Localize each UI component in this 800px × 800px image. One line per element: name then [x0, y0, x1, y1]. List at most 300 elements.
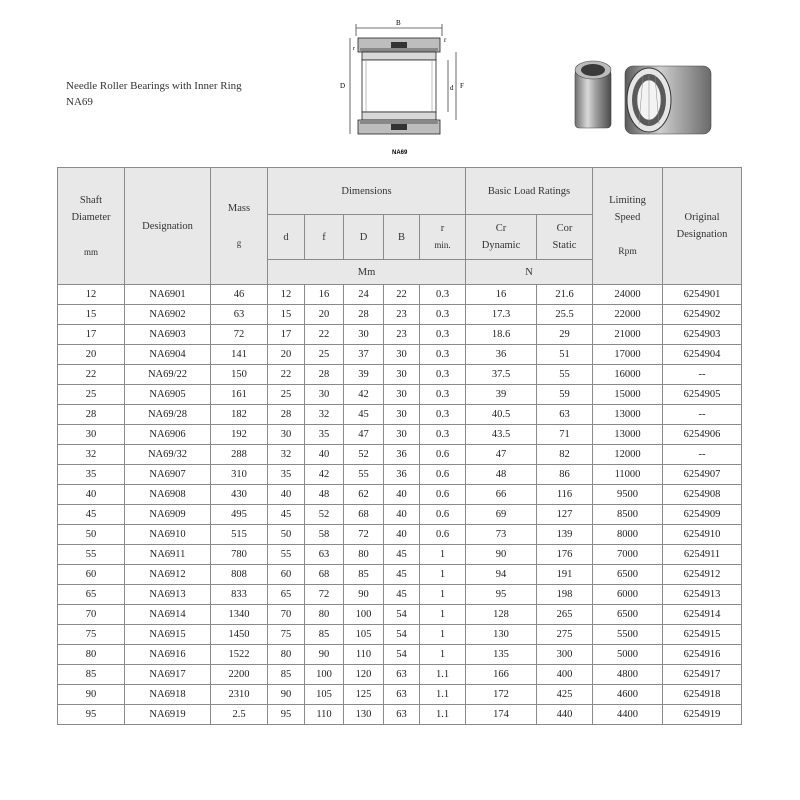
cell-limiting-speed: 13000	[593, 405, 663, 425]
cell-cr-dynamic: 130	[466, 625, 537, 645]
cell-D: 28	[344, 305, 384, 325]
cell-cor-static: 82	[537, 445, 593, 465]
cell-r-min: 1.1	[420, 665, 466, 685]
cell-original-designation: 6254901	[663, 285, 742, 305]
cell-shaft-diameter: 55	[58, 545, 125, 565]
cell-mass: 1450	[211, 625, 268, 645]
cell-shaft-diameter: 40	[58, 485, 125, 505]
cell-D: 39	[344, 365, 384, 385]
cell-D: 42	[344, 385, 384, 405]
dim-r-left-label: r	[353, 46, 355, 52]
cell-mass: 2310	[211, 685, 268, 705]
cell-B: 30	[384, 405, 420, 425]
table-row	[58, 545, 742, 565]
cell-f: 52	[305, 505, 344, 525]
series-label: NA69	[66, 96, 93, 108]
cell-D: 130	[344, 705, 384, 725]
cell-d: 80	[268, 645, 305, 665]
cell-designation: NA6916	[125, 645, 211, 665]
cell-limiting-speed: 6500	[593, 605, 663, 625]
cell-B: 40	[384, 525, 420, 545]
cell-cr-dynamic: 73	[466, 525, 537, 545]
cell-r-min: 1	[420, 645, 466, 665]
cell-mass: 150	[211, 365, 268, 385]
cell-r-min: 0.3	[420, 345, 466, 365]
cell-designation: NA6906	[125, 425, 211, 445]
cell-r-min: 1.1	[420, 685, 466, 705]
cell-limiting-speed: 17000	[593, 345, 663, 365]
cell-cr-dynamic: 48	[466, 465, 537, 485]
table-row	[58, 445, 742, 465]
cell-B: 30	[384, 365, 420, 385]
dim-F-label: F	[460, 82, 464, 90]
cell-cor-static: 139	[537, 525, 593, 545]
cell-original-designation: 6254906	[663, 425, 742, 445]
cell-f: 25	[305, 345, 344, 365]
dim-d-label: d	[450, 84, 454, 92]
cell-cor-static: 51	[537, 345, 593, 365]
cell-cr-dynamic: 69	[466, 505, 537, 525]
cell-D: 52	[344, 445, 384, 465]
cell-B: 30	[384, 345, 420, 365]
cell-limiting-speed: 9500	[593, 485, 663, 505]
cell-d: 17	[268, 325, 305, 345]
cell-cor-static: 71	[537, 425, 593, 445]
cell-D: 90	[344, 585, 384, 605]
cell-original-designation: 6254914	[663, 605, 742, 625]
header-dim-unit: Mm	[268, 260, 466, 285]
cell-D: 30	[344, 325, 384, 345]
table-row	[58, 645, 742, 665]
cell-cr-dynamic: 90	[466, 545, 537, 565]
cell-limiting-speed: 22000	[593, 305, 663, 325]
cell-cor-static: 300	[537, 645, 593, 665]
cell-d: 60	[268, 565, 305, 585]
table-row	[58, 505, 742, 525]
cell-shaft-diameter: 17	[58, 325, 125, 345]
cell-limiting-speed: 24000	[593, 285, 663, 305]
cell-cr-dynamic: 40.5	[466, 405, 537, 425]
cell-mass: 182	[211, 405, 268, 425]
cell-shaft-diameter: 32	[58, 445, 125, 465]
cell-B: 30	[384, 385, 420, 405]
cell-d: 50	[268, 525, 305, 545]
table-row	[58, 625, 742, 645]
dim-D-label: D	[340, 82, 346, 90]
table-row	[58, 525, 742, 545]
cell-cor-static: 191	[537, 565, 593, 585]
cell-shaft-diameter: 28	[58, 405, 125, 425]
cell-designation: NA6909	[125, 505, 211, 525]
cell-B: 22	[384, 285, 420, 305]
cell-d: 15	[268, 305, 305, 325]
cell-r-min: 0.3	[420, 325, 466, 345]
cell-r-min: 1	[420, 545, 466, 565]
cell-r-min: 1	[420, 585, 466, 605]
cell-f: 63	[305, 545, 344, 565]
table-row	[58, 345, 742, 365]
header-limiting-speed: Limiting Speed Rpm	[593, 168, 663, 285]
cell-shaft-diameter: 22	[58, 365, 125, 385]
page-title: Needle Roller Bearings with Inner Ring	[66, 80, 242, 92]
cell-shaft-diameter: 80	[58, 645, 125, 665]
title-block	[66, 78, 242, 110]
cell-cor-static: 176	[537, 545, 593, 565]
cell-shaft-diameter: 25	[58, 385, 125, 405]
cell-cr-dynamic: 66	[466, 485, 537, 505]
cell-shaft-diameter: 15	[58, 305, 125, 325]
table-row	[58, 305, 742, 325]
cell-B: 23	[384, 325, 420, 345]
cell-cor-static: 116	[537, 485, 593, 505]
header-dim-f: f	[305, 215, 344, 260]
cell-limiting-speed: 4400	[593, 705, 663, 725]
cell-r-min: 1.1	[420, 705, 466, 725]
cell-f: 20	[305, 305, 344, 325]
header-dimensions: Dimensions	[268, 168, 466, 215]
cell-f: 35	[305, 425, 344, 445]
cell-d: 28	[268, 405, 305, 425]
cell-B: 40	[384, 505, 420, 525]
cell-D: 37	[344, 345, 384, 365]
cell-original-designation: 6254917	[663, 665, 742, 685]
cell-designation: NA6904	[125, 345, 211, 365]
table-row	[58, 425, 742, 445]
cell-d: 65	[268, 585, 305, 605]
cell-original-designation: 6254905	[663, 385, 742, 405]
cell-mass: 2.5	[211, 705, 268, 725]
cell-cr-dynamic: 174	[466, 705, 537, 725]
header-dim-d: d	[268, 215, 305, 260]
cell-B: 45	[384, 565, 420, 585]
cell-cr-dynamic: 16	[466, 285, 537, 305]
cell-r-min: 0.6	[420, 485, 466, 505]
header-cr: Cr Dynamic	[466, 215, 537, 260]
cell-original-designation: 6254916	[663, 645, 742, 665]
cell-d: 12	[268, 285, 305, 305]
cell-r-min: 0.3	[420, 285, 466, 305]
cell-mass: 161	[211, 385, 268, 405]
cell-designation: NA6910	[125, 525, 211, 545]
cell-original-designation: 6254919	[663, 705, 742, 725]
cell-cor-static: 86	[537, 465, 593, 485]
cell-D: 100	[344, 605, 384, 625]
cell-cor-static: 127	[537, 505, 593, 525]
cell-limiting-speed: 16000	[593, 365, 663, 385]
table-row	[58, 385, 742, 405]
header-dim-B: B	[384, 215, 420, 260]
cell-cr-dynamic: 39	[466, 385, 537, 405]
cell-designation: NA69/32	[125, 445, 211, 465]
cell-D: 125	[344, 685, 384, 705]
diagram-caption: NA69	[392, 150, 408, 156]
cell-cr-dynamic: 37.5	[466, 365, 537, 385]
cell-f: 110	[305, 705, 344, 725]
cell-shaft-diameter: 85	[58, 665, 125, 685]
cell-D: 55	[344, 465, 384, 485]
cell-designation: NA6902	[125, 305, 211, 325]
table-row	[58, 285, 742, 305]
header-cor: Cor Static	[537, 215, 593, 260]
cell-original-designation: 6254907	[663, 465, 742, 485]
cell-B: 40	[384, 485, 420, 505]
cell-designation: NA6919	[125, 705, 211, 725]
cell-shaft-diameter: 70	[58, 605, 125, 625]
cell-shaft-diameter: 12	[58, 285, 125, 305]
cell-shaft-diameter: 75	[58, 625, 125, 645]
bearing-spec-table	[57, 167, 742, 725]
cell-designation: NA6915	[125, 625, 211, 645]
cell-f: 16	[305, 285, 344, 305]
cell-D: 120	[344, 665, 384, 685]
cell-d: 30	[268, 425, 305, 445]
cell-f: 72	[305, 585, 344, 605]
cell-original-designation: --	[663, 365, 742, 385]
table-row	[58, 665, 742, 685]
cell-limiting-speed: 4600	[593, 685, 663, 705]
cell-D: 80	[344, 545, 384, 565]
cell-B: 63	[384, 665, 420, 685]
cell-mass: 141	[211, 345, 268, 365]
cell-cor-static: 21.6	[537, 285, 593, 305]
cell-B: 36	[384, 465, 420, 485]
cell-B: 63	[384, 685, 420, 705]
cell-d: 90	[268, 685, 305, 705]
cell-cor-static: 63	[537, 405, 593, 425]
cell-D: 62	[344, 485, 384, 505]
cell-cor-static: 440	[537, 705, 593, 725]
table-body	[58, 285, 742, 725]
cell-cr-dynamic: 36	[466, 345, 537, 365]
header-load-unit: N	[466, 260, 593, 285]
cell-f: 40	[305, 445, 344, 465]
cell-cor-static: 265	[537, 605, 593, 625]
cell-D: 85	[344, 565, 384, 585]
cell-cr-dynamic: 18.6	[466, 325, 537, 345]
cell-limiting-speed: 15000	[593, 385, 663, 405]
table-row	[58, 365, 742, 385]
cell-r-min: 0.6	[420, 505, 466, 525]
cell-r-min: 0.3	[420, 365, 466, 385]
cell-f: 32	[305, 405, 344, 425]
cell-r-min: 1	[420, 565, 466, 585]
header-load-ratings: Basic Load Ratings	[466, 168, 593, 215]
cell-B: 54	[384, 625, 420, 645]
table-row	[58, 585, 742, 605]
cell-B: 45	[384, 545, 420, 565]
cell-original-designation: 6254911	[663, 545, 742, 565]
cell-cr-dynamic: 172	[466, 685, 537, 705]
cell-mass: 46	[211, 285, 268, 305]
header-dim-D: D	[344, 215, 384, 260]
cell-D: 47	[344, 425, 384, 445]
cell-limiting-speed: 8500	[593, 505, 663, 525]
cell-designation: NA6917	[125, 665, 211, 685]
cell-B: 30	[384, 425, 420, 445]
cell-shaft-diameter: 90	[58, 685, 125, 705]
cell-shaft-diameter: 35	[58, 465, 125, 485]
bearing-photo	[565, 48, 725, 148]
cell-mass: 808	[211, 565, 268, 585]
cell-f: 80	[305, 605, 344, 625]
table-row	[58, 605, 742, 625]
cell-cr-dynamic: 43.5	[466, 425, 537, 445]
cell-designation: NA6914	[125, 605, 211, 625]
cell-cor-static: 59	[537, 385, 593, 405]
cell-shaft-diameter: 65	[58, 585, 125, 605]
cell-D: 72	[344, 525, 384, 545]
cell-original-designation: 6254910	[663, 525, 742, 545]
cell-mass: 515	[211, 525, 268, 545]
cell-limiting-speed: 6500	[593, 565, 663, 585]
cell-limiting-speed: 11000	[593, 465, 663, 485]
cell-r-min: 0.3	[420, 405, 466, 425]
cell-d: 45	[268, 505, 305, 525]
cell-d: 32	[268, 445, 305, 465]
cell-f: 105	[305, 685, 344, 705]
cell-limiting-speed: 5500	[593, 625, 663, 645]
cell-d: 22	[268, 365, 305, 385]
table-row	[58, 465, 742, 485]
cell-d: 20	[268, 345, 305, 365]
cell-cor-static: 198	[537, 585, 593, 605]
cell-B: 63	[384, 705, 420, 725]
cell-f: 68	[305, 565, 344, 585]
cell-mass: 72	[211, 325, 268, 345]
cell-mass: 833	[211, 585, 268, 605]
bearing-cross-section-diagram	[336, 14, 476, 159]
cell-r-min: 0.6	[420, 445, 466, 465]
cell-designation: NA6911	[125, 545, 211, 565]
cell-original-designation: 6254918	[663, 685, 742, 705]
cell-d: 85	[268, 665, 305, 685]
cell-f: 100	[305, 665, 344, 685]
cell-r-min: 1	[420, 605, 466, 625]
cell-limiting-speed: 12000	[593, 445, 663, 465]
cell-d: 75	[268, 625, 305, 645]
cell-r-min: 1	[420, 625, 466, 645]
cell-B: 45	[384, 585, 420, 605]
cell-designation: NA6908	[125, 485, 211, 505]
cell-original-designation: 6254915	[663, 625, 742, 645]
cell-D: 45	[344, 405, 384, 425]
header-shaft-diameter: Shaft Diameter mm	[58, 168, 125, 285]
cell-cr-dynamic: 135	[466, 645, 537, 665]
cell-cr-dynamic: 47	[466, 445, 537, 465]
cell-original-designation: 6254904	[663, 345, 742, 365]
table-row	[58, 325, 742, 345]
cell-cr-dynamic: 166	[466, 665, 537, 685]
cell-shaft-diameter: 45	[58, 505, 125, 525]
cell-limiting-speed: 4800	[593, 665, 663, 685]
table-row	[58, 485, 742, 505]
cell-f: 22	[305, 325, 344, 345]
cell-d: 40	[268, 485, 305, 505]
header-mass: Mass g	[211, 168, 268, 285]
cell-mass: 288	[211, 445, 268, 465]
cell-d: 70	[268, 605, 305, 625]
cell-B: 23	[384, 305, 420, 325]
header-designation: Designation	[125, 168, 211, 285]
table-row	[58, 705, 742, 725]
cell-original-designation: 6254909	[663, 505, 742, 525]
cell-designation: NA6912	[125, 565, 211, 585]
cell-f: 48	[305, 485, 344, 505]
table-row	[58, 685, 742, 705]
cell-designation: NA69/28	[125, 405, 211, 425]
cell-d: 95	[268, 705, 305, 725]
cell-shaft-diameter: 60	[58, 565, 125, 585]
cell-D: 24	[344, 285, 384, 305]
cell-original-designation: --	[663, 445, 742, 465]
cell-mass: 310	[211, 465, 268, 485]
cell-limiting-speed: 8000	[593, 525, 663, 545]
cell-D: 110	[344, 645, 384, 665]
cell-d: 55	[268, 545, 305, 565]
cell-cr-dynamic: 17.3	[466, 305, 537, 325]
cell-original-designation: 6254903	[663, 325, 742, 345]
cell-limiting-speed: 21000	[593, 325, 663, 345]
cell-designation: NA6907	[125, 465, 211, 485]
cell-mass: 1522	[211, 645, 268, 665]
header-dim-r: r min.	[420, 215, 466, 260]
cell-limiting-speed: 5000	[593, 645, 663, 665]
cell-B: 54	[384, 605, 420, 625]
cell-shaft-diameter: 20	[58, 345, 125, 365]
cell-f: 28	[305, 365, 344, 385]
cell-designation: NA6913	[125, 585, 211, 605]
cell-r-min: 0.6	[420, 525, 466, 545]
cell-B: 36	[384, 445, 420, 465]
cell-designation: NA6918	[125, 685, 211, 705]
cell-B: 54	[384, 645, 420, 665]
cell-r-min: 0.3	[420, 305, 466, 325]
cell-shaft-diameter: 95	[58, 705, 125, 725]
cell-d: 35	[268, 465, 305, 485]
cell-f: 90	[305, 645, 344, 665]
cell-limiting-speed: 7000	[593, 545, 663, 565]
cell-original-designation: 6254902	[663, 305, 742, 325]
cell-mass: 2200	[211, 665, 268, 685]
cell-original-designation: --	[663, 405, 742, 425]
cell-original-designation: 6254908	[663, 485, 742, 505]
cell-original-designation: 6254912	[663, 565, 742, 585]
cell-shaft-diameter: 30	[58, 425, 125, 445]
cell-cor-static: 425	[537, 685, 593, 705]
cell-f: 85	[305, 625, 344, 645]
cell-r-min: 0.3	[420, 425, 466, 445]
header-original-designation: Original Designation	[663, 168, 742, 285]
cell-cor-static: 55	[537, 365, 593, 385]
cell-D: 68	[344, 505, 384, 525]
cell-cr-dynamic: 94	[466, 565, 537, 585]
cell-f: 42	[305, 465, 344, 485]
cell-mass: 1340	[211, 605, 268, 625]
cell-f: 58	[305, 525, 344, 545]
cell-mass: 780	[211, 545, 268, 565]
cell-designation: NA69/22	[125, 365, 211, 385]
cell-designation: NA6905	[125, 385, 211, 405]
cell-cor-static: 275	[537, 625, 593, 645]
dim-b-label: B	[396, 19, 401, 27]
cell-shaft-diameter: 50	[58, 525, 125, 545]
cell-cor-static: 29	[537, 325, 593, 345]
cell-r-min: 0.6	[420, 465, 466, 485]
cell-limiting-speed: 13000	[593, 425, 663, 445]
cell-mass: 63	[211, 305, 268, 325]
cell-cr-dynamic: 128	[466, 605, 537, 625]
cell-mass: 495	[211, 505, 268, 525]
